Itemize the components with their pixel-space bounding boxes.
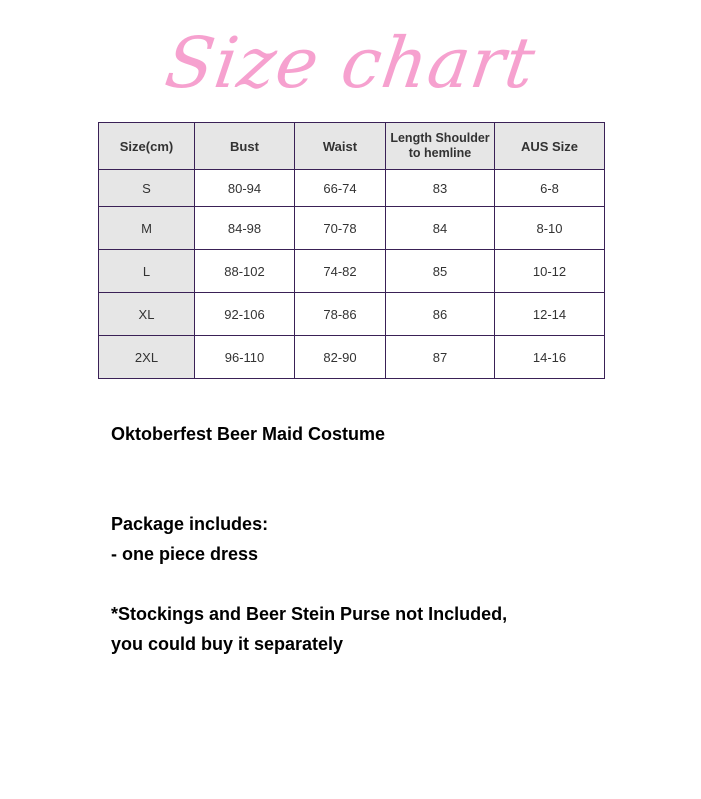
table-row bbox=[99, 207, 605, 250]
package-item: - one piece dress bbox=[111, 544, 259, 564]
table-header-row bbox=[99, 123, 605, 170]
waist-cell: 82-90 bbox=[295, 336, 386, 379]
length-cell: 86 bbox=[386, 293, 495, 336]
header-aus-size: AUS Size bbox=[495, 123, 605, 170]
waist-cell: 66-74 bbox=[295, 170, 386, 207]
header-length: Length Shoulder to hemline bbox=[386, 123, 495, 170]
waist-cell: 70-78 bbox=[295, 207, 386, 250]
aus-size-cell: 10-12 bbox=[495, 250, 605, 293]
header-size: Size(cm) bbox=[99, 123, 195, 170]
bust-cell: 96-110 bbox=[195, 336, 295, 379]
length-cell: 85 bbox=[386, 250, 495, 293]
aus-size-cell: 6-8 bbox=[495, 170, 605, 207]
bust-cell: 88-102 bbox=[195, 250, 295, 293]
size-chart-title: Size chart bbox=[160, 22, 541, 104]
length-cell: 83 bbox=[386, 170, 495, 207]
bust-cell: 84-98 bbox=[195, 207, 295, 250]
size-table bbox=[98, 122, 605, 379]
bust-cell: 80-94 bbox=[195, 170, 295, 207]
waist-cell: 78-86 bbox=[295, 293, 386, 336]
size-cell: M bbox=[99, 207, 195, 250]
exclusion-note-line1: *Stockings and Beer Stein Purse not Included, bbox=[111, 604, 508, 624]
size-cell: XL bbox=[99, 293, 195, 336]
size-cell: L bbox=[99, 250, 195, 293]
header-waist: Waist bbox=[295, 123, 386, 170]
size-cell: S bbox=[99, 170, 195, 207]
aus-size-cell: 14-16 bbox=[495, 336, 605, 379]
exclusion-note-line2: you could buy it separately bbox=[111, 634, 344, 654]
table-row bbox=[99, 293, 605, 336]
size-cell: 2XL bbox=[99, 336, 195, 379]
aus-size-cell: 12-14 bbox=[495, 293, 605, 336]
table-row bbox=[99, 170, 605, 207]
length-cell: 84 bbox=[386, 207, 495, 250]
header-bust: Bust bbox=[195, 123, 295, 170]
bust-cell: 92-106 bbox=[195, 293, 295, 336]
table-row bbox=[99, 250, 605, 293]
product-name: Oktoberfest Beer Maid Costume bbox=[111, 424, 386, 444]
table-row bbox=[99, 336, 605, 379]
length-cell: 87 bbox=[386, 336, 495, 379]
waist-cell: 74-82 bbox=[295, 250, 386, 293]
aus-size-cell: 8-10 bbox=[495, 207, 605, 250]
package-heading: Package includes: bbox=[111, 514, 269, 534]
